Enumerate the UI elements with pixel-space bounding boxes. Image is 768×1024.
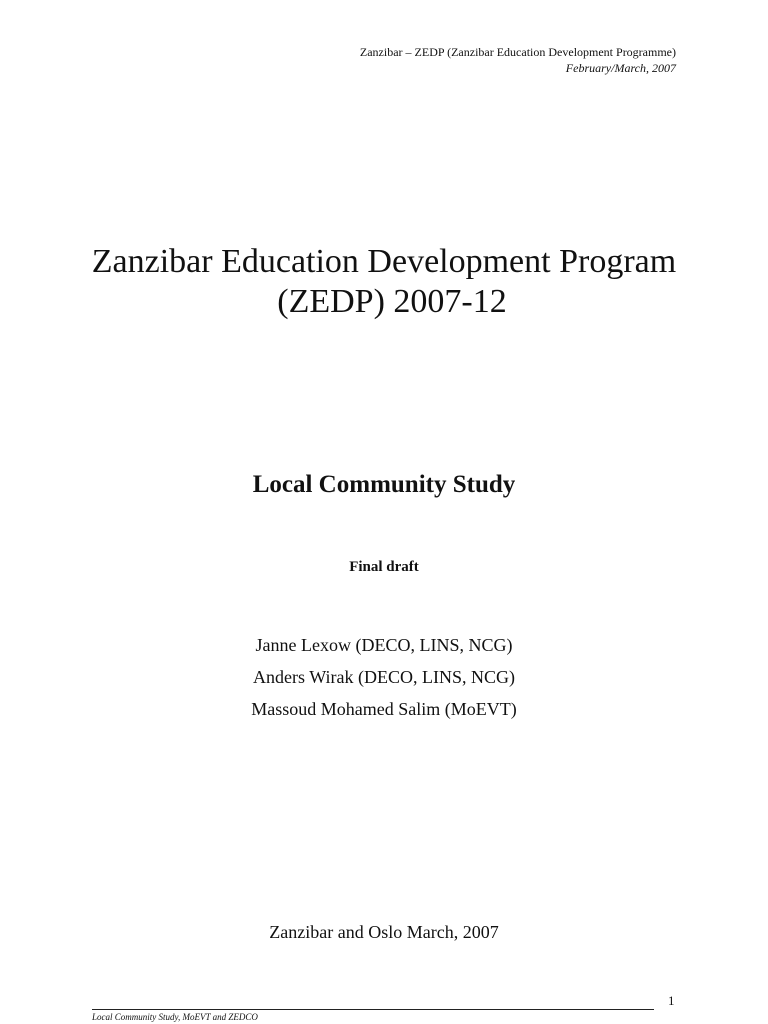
author-item: Janne Lexow (DECO, LINS, NCG) <box>255 635 513 655</box>
title-line-1: Zanzibar Education Development Program <box>91 243 677 280</box>
title-line-2: (ZEDP) 2007-12 <box>277 283 507 320</box>
author-list <box>0 629 768 725</box>
header-programme-line: Zanzibar – ZEDP (Zanzibar Education Development Programme) <box>359 45 676 59</box>
header-date-line: February/March, 2007 <box>565 61 676 75</box>
footer-divider <box>92 1009 654 1010</box>
running-footer: Local Community Study, MoEVT and ZEDCO <box>92 1012 258 1022</box>
place-and-date: Zanzibar and Oslo March, 2007 <box>269 922 499 942</box>
document-subtitle: Local Community Study <box>252 471 516 498</box>
document-title <box>0 242 768 322</box>
running-header <box>360 44 676 76</box>
draft-status: Final draft <box>349 559 419 575</box>
author-item: Anders Wirak (DECO, LINS, NCG) <box>253 667 515 687</box>
page-number: 1 <box>668 993 675 1008</box>
author-item: Massoud Mohamed Salim (MoEVT) <box>251 699 517 719</box>
